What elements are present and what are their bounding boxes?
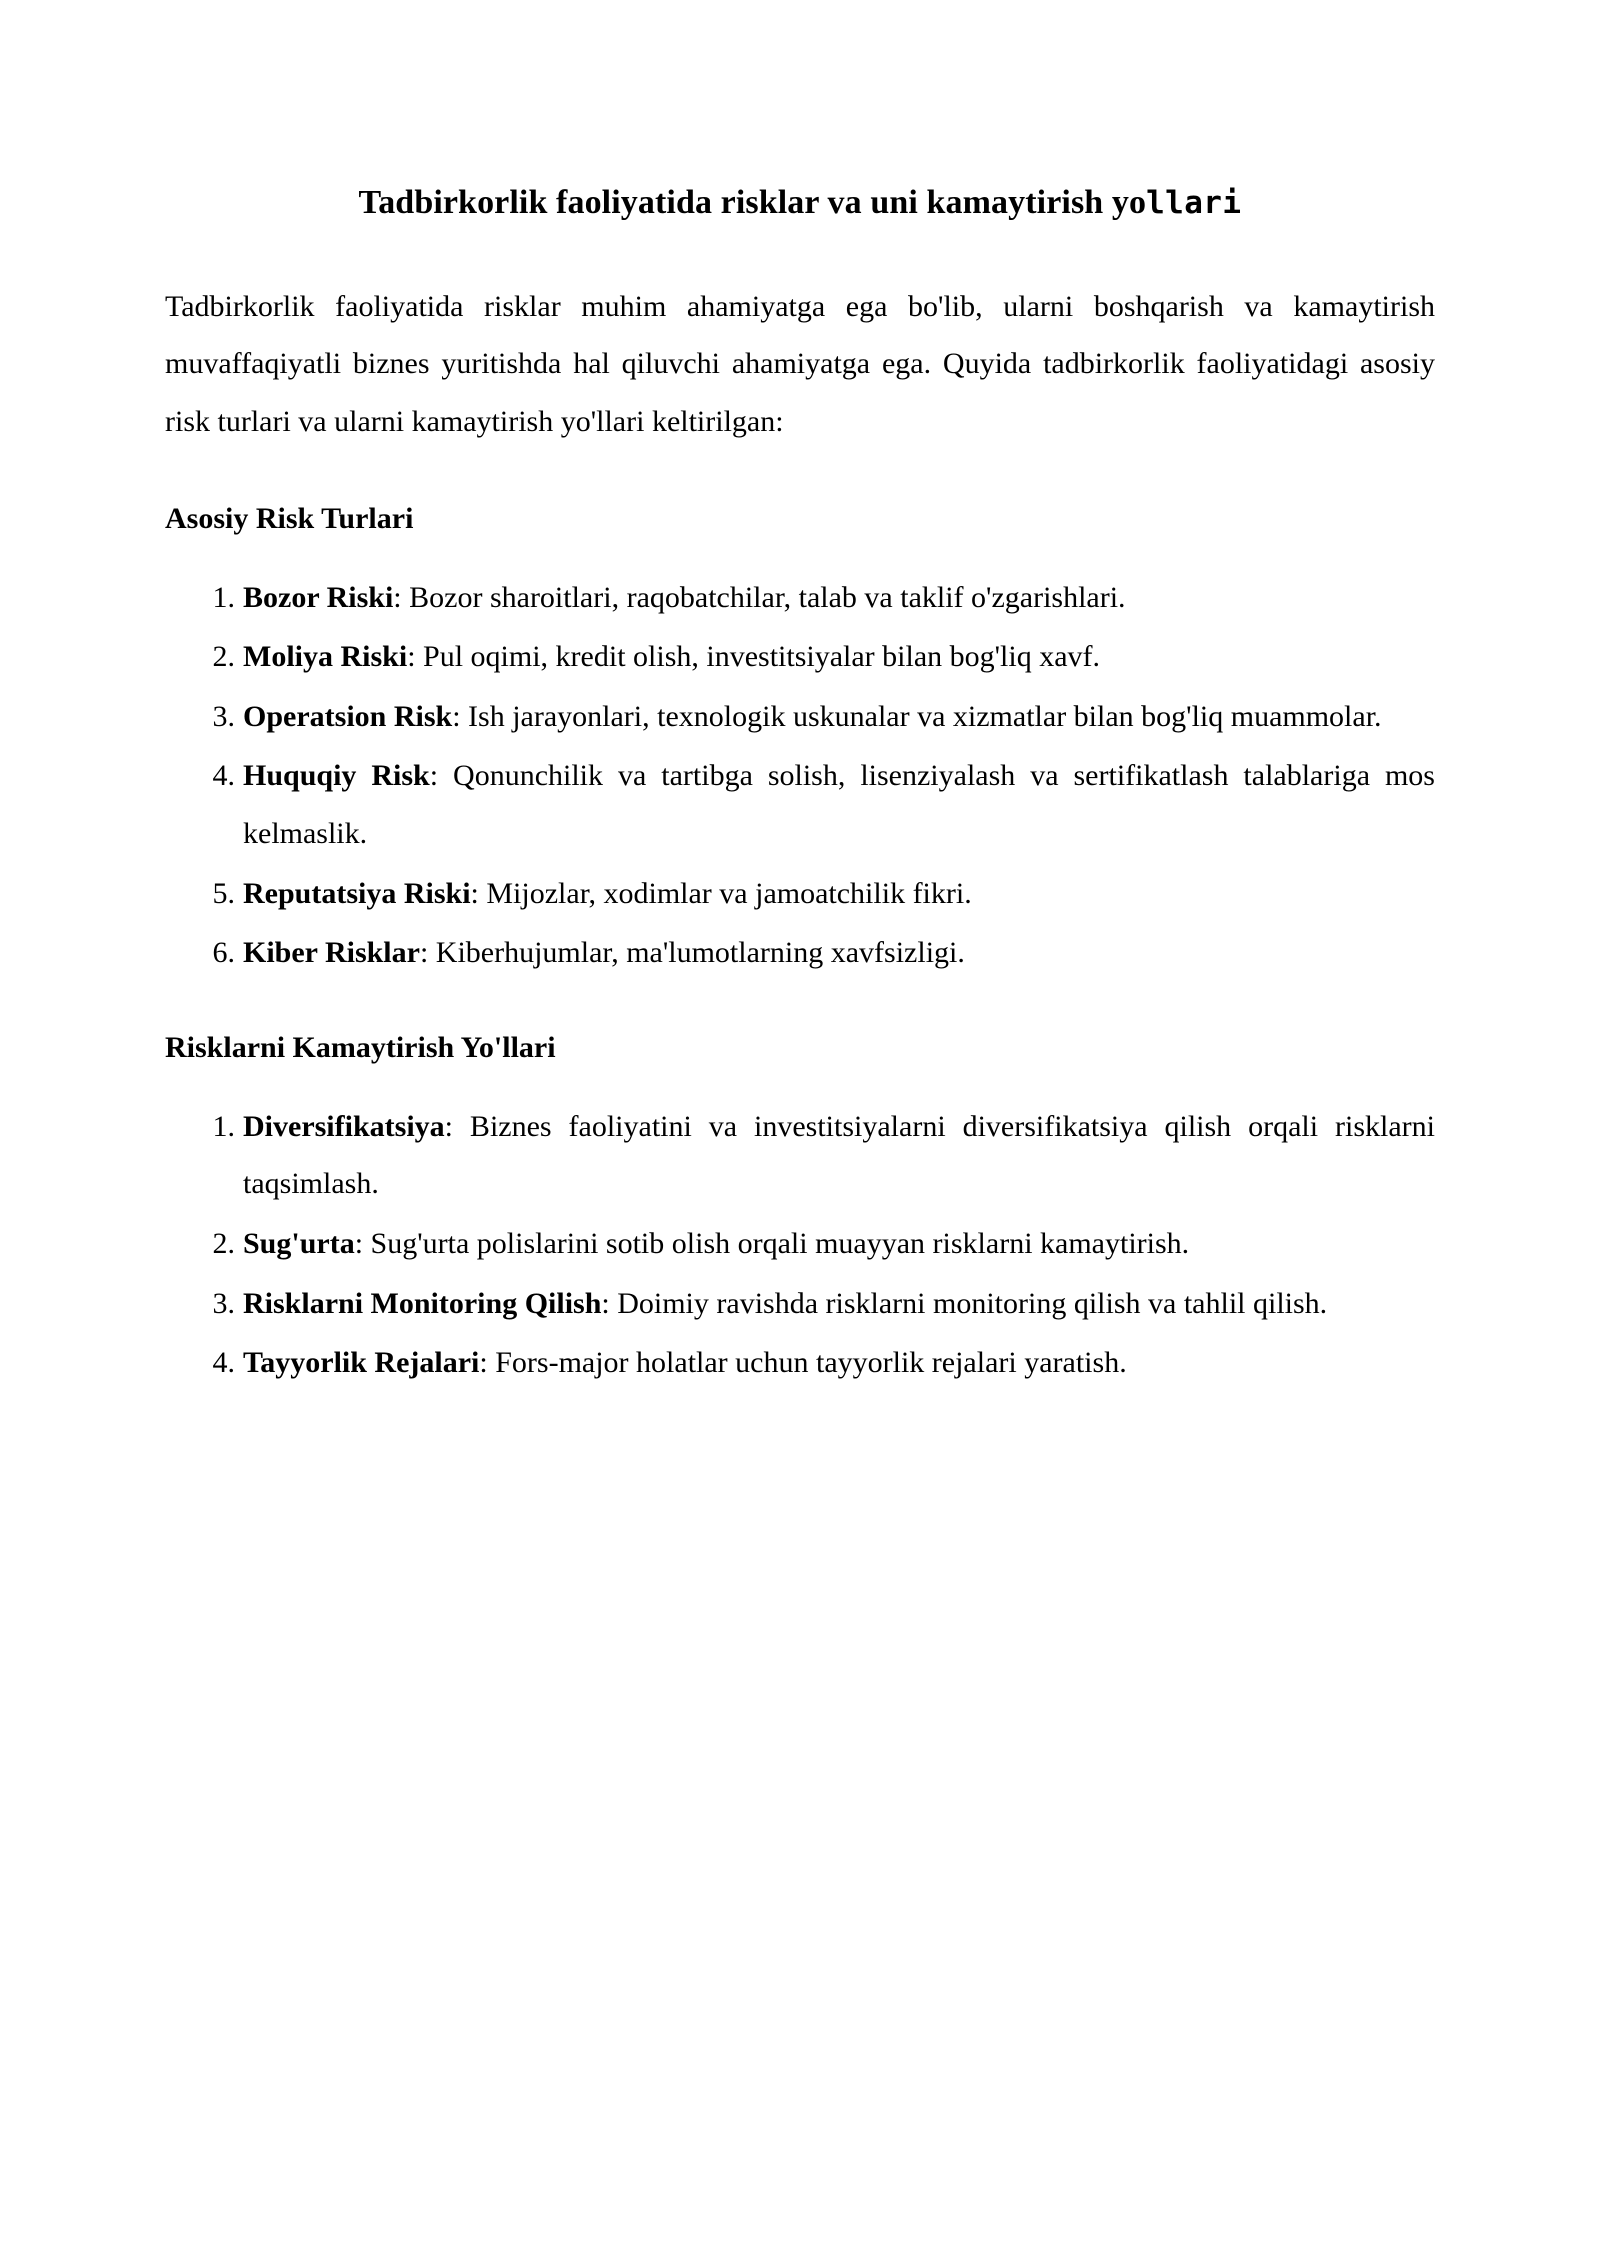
list-item-text: : Qonunchilik va tartibga solish, lisenziyalash va sertifikatlash talablariga mos kelmaslik. bbox=[243, 759, 1435, 851]
list-item-marker: 1. bbox=[212, 580, 235, 614]
list-item-marker: 4. bbox=[212, 759, 235, 793]
list-item bbox=[165, 628, 1435, 686]
list-item bbox=[165, 688, 1435, 746]
list-item-marker: 2. bbox=[212, 1227, 235, 1261]
section-heading-mitigation-ways: Risklarni Kamaytirish Yo'llari bbox=[165, 1030, 556, 1064]
page-title-serif-part: Tadbirkorlik faoliyatida risklar va uni kamaytirish yo bbox=[358, 184, 1147, 221]
list-item-marker: 2. bbox=[212, 640, 235, 674]
section-risklarni-kamaytirish-yollari bbox=[165, 1024, 1435, 1392]
list-item bbox=[165, 1275, 1435, 1333]
page-title bbox=[165, 180, 1435, 226]
list-item-marker: 3. bbox=[212, 1286, 235, 1320]
list-item-marker: 5. bbox=[212, 876, 235, 910]
list-item bbox=[165, 1215, 1435, 1273]
list-item-label: Kiber Risklar bbox=[243, 936, 420, 970]
list-item-text: : Biznes faoliyatini va investitsiyalarni diversifikatsiya qilish orqali risklarni taqsimlash. bbox=[243, 1109, 1435, 1201]
list-item bbox=[165, 865, 1435, 923]
list-item-marker: 6. bbox=[212, 936, 235, 970]
page-title-mono-part: llari bbox=[1146, 185, 1242, 221]
list-item-text: : Kiberhujumlar, ma'lumotlarning xavfsizligi. bbox=[419, 936, 965, 970]
list-item-label: Bozor Riski bbox=[243, 580, 394, 614]
list-item-text: : Sug'urta polislarini sotib olish orqali muayyan risklarni kamaytirish. bbox=[354, 1227, 1190, 1261]
list-item bbox=[165, 1334, 1435, 1392]
list-item-text: : Bozor sharoitlari, raqobatchilar, talab va taklif o'zgarishlari. bbox=[393, 580, 1126, 614]
list-item bbox=[165, 569, 1435, 627]
list-item bbox=[165, 924, 1435, 982]
list-item-label: Tayyorlik Rejalari bbox=[243, 1346, 480, 1380]
list-item-marker: 1. bbox=[212, 1109, 235, 1143]
mitigation-ways-list bbox=[165, 1098, 1435, 1392]
list-item-text: : Pul oqimi, kredit olish, investitsiyalar bilan bog'liq xavf. bbox=[407, 640, 1101, 674]
list-item-marker: 3. bbox=[212, 699, 235, 733]
section-heading-risk-types: Asosiy Risk Turlari bbox=[165, 501, 414, 535]
risk-types-list bbox=[165, 569, 1435, 982]
list-item-text: : Doimiy ravishda risklarni monitoring qilish va tahlil qilish. bbox=[601, 1286, 1328, 1320]
list-item bbox=[165, 747, 1435, 862]
list-item-label: Operatsion Risk bbox=[243, 699, 453, 733]
list-item-label: Diversifikatsiya bbox=[243, 1109, 445, 1143]
list-item-text: : Mijozlar, xodimlar va jamoatchilik fikri. bbox=[470, 876, 972, 910]
list-item-marker: 4. bbox=[212, 1346, 235, 1380]
list-item-label: Sug'urta bbox=[243, 1227, 355, 1261]
list-item-label: Reputatsiya Riski bbox=[243, 876, 471, 910]
intro-paragraph: Tadbirkorlik faoliyatida risklar muhim ahamiyatga ega bo'lib, ularni boshqarish va kamaytirish muvaffaqiyatli biznes yuritishda hal qiluvchi ahamiyatga ega. Quyida tadbirkorlik faoliyatidagi asosiy risk turlari va ularni kamaytirish yo'llari keltirilgan: bbox=[165, 289, 1435, 439]
section-asosiy-risk-turlari bbox=[165, 495, 1435, 982]
list-item-label: Moliya Riski bbox=[243, 640, 408, 674]
document-content bbox=[165, 0, 1435, 1392]
list-item-text: : Fors-major holatlar uchun tayyorlik rejalari yaratish. bbox=[479, 1346, 1127, 1380]
list-item-text: : Ish jarayonlari, texnologik uskunalar va xizmatlar bilan bog'liq muammolar. bbox=[452, 699, 1382, 733]
list-item-label: Risklarni Monitoring Qilish bbox=[243, 1286, 602, 1320]
list-item bbox=[165, 1098, 1435, 1213]
list-item-label: Huquqiy Risk bbox=[243, 759, 430, 793]
